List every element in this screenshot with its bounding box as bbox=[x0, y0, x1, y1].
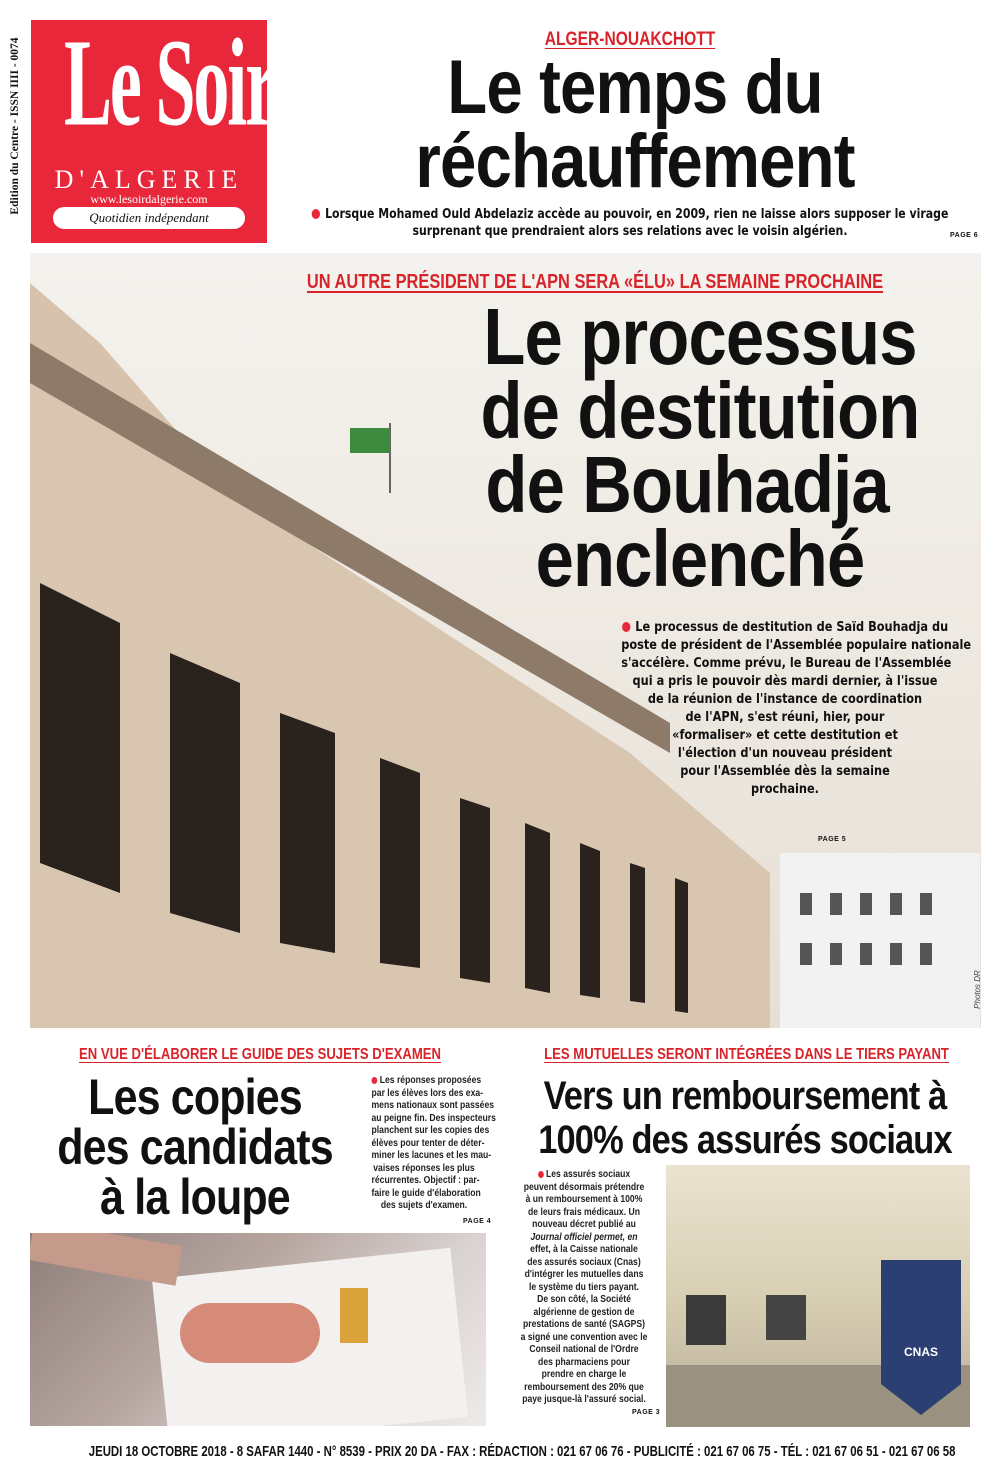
page-ref[interactable]: PAGE 3 bbox=[632, 1409, 661, 1416]
bullet-icon bbox=[312, 209, 320, 219]
logo-subtitle: D'ALGERIE bbox=[54, 165, 244, 194]
cnas-sign: CNAS bbox=[903, 1345, 938, 1359]
main-headline-line: de Bouhadja bbox=[485, 440, 889, 529]
exams-lede: Les réponses proposées par les élèves lors des exa- mens nationaux sont passées au peigne fin. Des inspecteurs planchent sur les copies des élèves pour tenter de déter- miner les lacunes et les mau- vaises réponses les plus récurrentes. Objectif : par- faire le guide d'élaboration des sujets d'examen. bbox=[371, 1074, 496, 1211]
cnas-kicker: LES MUTUELLES SERONT INTÉGRÉES DANS LE TIERS PAYANT bbox=[544, 1046, 949, 1063]
bullet-icon bbox=[538, 1171, 544, 1178]
page-ref[interactable]: PAGE 4 bbox=[463, 1218, 492, 1225]
bullet-icon bbox=[622, 622, 630, 632]
top-story-headline-1[interactable]: Le temps du bbox=[447, 45, 823, 130]
main-story-headline[interactable] bbox=[420, 292, 980, 603]
cnas-office-photo bbox=[666, 1165, 970, 1427]
bullet-icon bbox=[372, 1077, 378, 1084]
photo-credit: Photos DR bbox=[972, 970, 982, 1009]
top-story-headline-2[interactable]: réchauffement bbox=[415, 119, 855, 204]
cnas-headline[interactable]: Vers un remboursement à 100% des assurés sociaux bbox=[538, 1074, 952, 1162]
tagline: Quotidien indépendant bbox=[53, 207, 245, 229]
logo[interactable] bbox=[31, 13, 275, 243]
website: www.lesoirdalgerie.com bbox=[90, 192, 208, 206]
cnas-lede: Les assurés sociaux peuvent désormais prétendre à un remboursement à 100% de leurs frais médicaux. Un nouveau décret publié au Journal officiel permet, en effet, à la Caisse nationale des assurés sociaux (Cnas) d'intégrer les mutuelles dans le système du tiers payant. De son côté, la Société algérienne de gestion de prestations de santé (SAGPS) a signé une convention avec le Conseil national de l'Ordre des pharmaciens pour prendre en charge le remboursement des 20% que paye jusque-là l'assuré social. bbox=[520, 1168, 648, 1405]
main-headline-line: Le processus bbox=[483, 292, 917, 381]
exams-headline[interactable]: Les copies des candidats à la loupe bbox=[57, 1069, 333, 1225]
page-ref[interactable]: PAGE 6 bbox=[950, 232, 979, 239]
top-story-lede: Lorsque Mohamed Ould Abdelaziz accède au pouvoir, en 2009, rien ne laisse alors supposer le virage surprenant que prendraient alors ses relations avec le voisin algérien. bbox=[302, 206, 957, 240]
main-headline-line: enclenché bbox=[535, 514, 865, 603]
main-headline-line: de destitution bbox=[480, 366, 920, 455]
logo-title: Le Soir bbox=[64, 13, 275, 152]
main-story-kicker: UN AUTRE PRÉSIDENT DE L'APN SERA «ÉLU» LA SEMAINE PROCHAINE bbox=[306, 271, 884, 293]
edition-label: Edition du Centre - ISSN IIII - 0074 bbox=[9, 37, 21, 215]
main-story-lede: Le processus de destitution de Saïd Bouhadja du poste de président de l'Assemblée populaire nationale s'accélère. Comme prévu, le Bureau de l'Assemblée qui a pris le pouvoir dès mardi dernier, à l'issue de la réunion de l'instance de coordination de l'APN, s'est réuni, hier, pour «formaliser» et cette destitution et l'élection d'un nouveau président pour l'Assemblée dès la semaine prochaine. bbox=[621, 619, 972, 797]
exams-kicker: EN VUE D'ÉLABORER LE GUIDE DES SUJETS D'EXAMEN bbox=[78, 1046, 441, 1063]
page-ref[interactable]: PAGE 5 bbox=[818, 836, 847, 843]
footer-info: JEUDI 18 OCTOBRE 2018 - 8 SAFAR 1440 - N° 8539 - PRIX 20 DA - FAX : RÉDACTION : 021 67 06 76 - PUBLICITÉ : 021 67 06 75 - TÉL : 021 67 06 51 - 021 67 06 58 bbox=[88, 1443, 956, 1460]
exam-copies-photo bbox=[30, 1233, 486, 1426]
top-story-kicker: ALGER-NOUAKCHOTT bbox=[544, 29, 716, 50]
